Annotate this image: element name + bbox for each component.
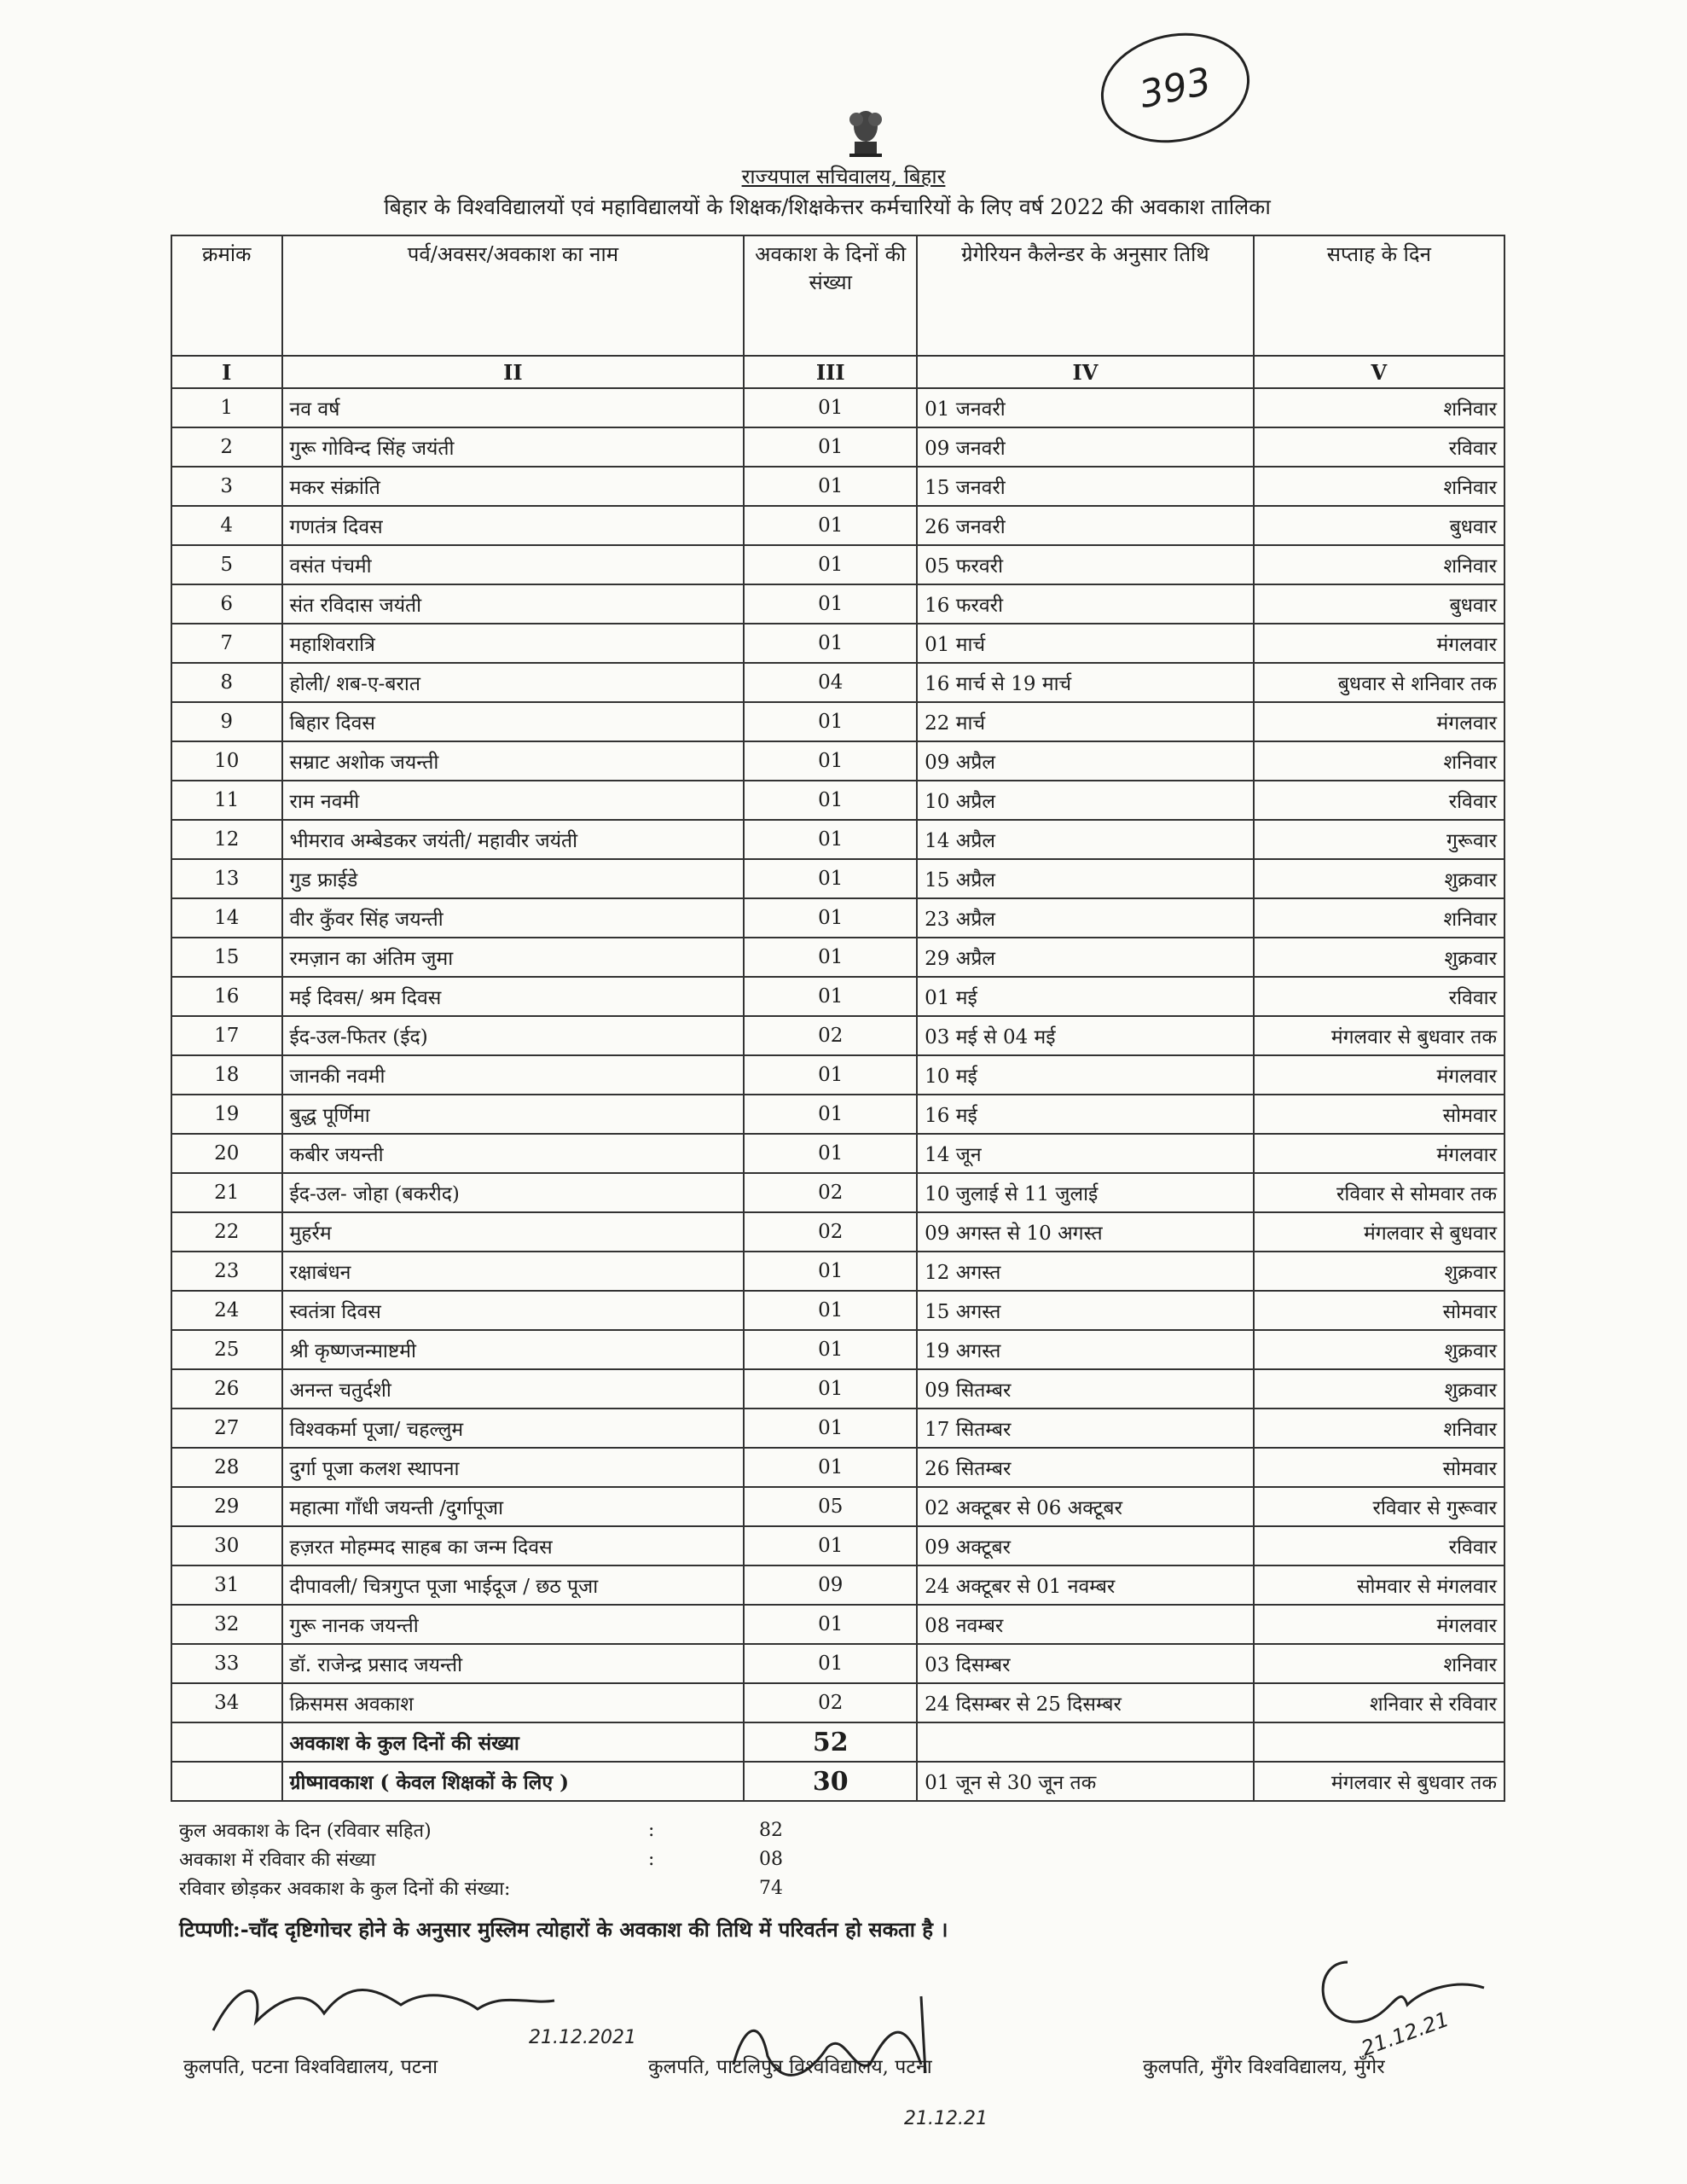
row-holiday-name: गुरू गोविन्द सिंह जयंती bbox=[282, 427, 745, 467]
row-weekday: शुक्रवार bbox=[1254, 1369, 1504, 1409]
row-weekday: शुक्रवार bbox=[1254, 1252, 1504, 1291]
row-date: 10 मई bbox=[917, 1055, 1254, 1095]
row-holiday-name: दीपावली/ चित्रगुप्त पूजा भाईदूज / छठ पूजा bbox=[282, 1565, 745, 1605]
table-row bbox=[171, 1487, 1504, 1526]
row-serial: 5 bbox=[171, 545, 282, 584]
row-holiday-name: मई दिवस/ श्रम दिवस bbox=[282, 977, 745, 1016]
row-holiday-name: ईद-उल- जोहा (बकरीद) bbox=[282, 1173, 745, 1212]
table-row bbox=[171, 1330, 1504, 1369]
total-label: अवकाश के कुल दिनों की संख्या bbox=[282, 1722, 745, 1762]
row-serial: 7 bbox=[171, 624, 282, 663]
row-date: 29 अप्रैल bbox=[917, 938, 1254, 977]
table-row bbox=[171, 820, 1504, 859]
table-row bbox=[171, 1683, 1504, 1722]
row-date: 01 मार्च bbox=[917, 624, 1254, 663]
row-holiday-name: सम्राट अशोक जयन्ती bbox=[282, 741, 745, 781]
row-weekday: शुक्रवार bbox=[1254, 1330, 1504, 1369]
row-holiday-name: नव वर्ष bbox=[282, 388, 745, 427]
row-date: 03 दिसम्बर bbox=[917, 1644, 1254, 1683]
total-row bbox=[171, 1722, 1504, 1762]
row-date: 26 सितम्बर bbox=[917, 1448, 1254, 1487]
row-date: 01 मई bbox=[917, 977, 1254, 1016]
row-date: 08 नवम्बर bbox=[917, 1605, 1254, 1644]
row-holiday-name: महाशिवरात्रि bbox=[282, 624, 745, 663]
signatory-pataliputra: कुलपति, पाटलिपुत्र विश्वविद्यालय, पटना bbox=[648, 2056, 932, 2078]
row-holiday-name: गणतंत्र दिवस bbox=[282, 506, 745, 545]
summary-label: अवकाश में रविवार की संख्या bbox=[179, 1850, 376, 1871]
table-row bbox=[171, 938, 1504, 977]
row-weekday: सोमवार bbox=[1254, 1095, 1504, 1134]
row-serial: 26 bbox=[171, 1369, 282, 1409]
roman-5: V bbox=[1254, 356, 1504, 388]
row-weekday: बुधवार से शनिवार तक bbox=[1254, 663, 1504, 702]
table-row bbox=[171, 898, 1504, 938]
document-heading: बिहार के विश्वविद्यालयों एवं महाविद्यालयों के शिक्षक/शिक्षकेत्तर कर्मचारियों के लिए वर्ष 2022 की अवकाश तालिका bbox=[384, 195, 1271, 219]
row-weekday: मंगलवार bbox=[1254, 1134, 1504, 1173]
holiday-table bbox=[171, 235, 1505, 1802]
row-serial: 32 bbox=[171, 1605, 282, 1644]
row-days: 01 bbox=[744, 427, 917, 467]
table-row bbox=[171, 1526, 1504, 1565]
row-serial: 29 bbox=[171, 1487, 282, 1526]
row-days: 01 bbox=[744, 820, 917, 859]
header-serial: क्रमांक bbox=[171, 235, 282, 356]
row-serial: 4 bbox=[171, 506, 282, 545]
row-days: 01 bbox=[744, 1369, 917, 1409]
row-holiday-name: श्री कृष्णजन्माष्टमी bbox=[282, 1330, 745, 1369]
row-days: 01 bbox=[744, 859, 917, 898]
row-date: 24 दिसम्बर से 25 दिसम्बर bbox=[917, 1683, 1254, 1722]
table-row bbox=[171, 1134, 1504, 1173]
row-date: 05 फरवरी bbox=[917, 545, 1254, 584]
row-weekday: शुक्रवार bbox=[1254, 859, 1504, 898]
total-days: 52 bbox=[744, 1722, 917, 1762]
table-row bbox=[171, 702, 1504, 741]
table-row bbox=[171, 977, 1504, 1016]
row-days: 01 bbox=[744, 1291, 917, 1330]
row-weekday: शुक्रवार bbox=[1254, 938, 1504, 977]
signature-date-munger: 21.12.21 bbox=[1358, 2007, 1452, 2061]
summer-vacation-row bbox=[171, 1762, 1504, 1801]
row-date: 09 सितम्बर bbox=[917, 1369, 1254, 1409]
row-date: 15 अगस्त bbox=[917, 1291, 1254, 1330]
row-holiday-name: स्वतंत्रा दिवस bbox=[282, 1291, 745, 1330]
summary-label: कुल अवकाश के दिन (रविवार सहित) bbox=[179, 1821, 432, 1842]
row-holiday-name: महात्मा गाँधी जयन्ती /दुर्गापूजा bbox=[282, 1487, 745, 1526]
row-holiday-name: क्रिसमस अवकाश bbox=[282, 1683, 745, 1722]
table-header-row bbox=[171, 235, 1504, 356]
row-weekday: शनिवार bbox=[1254, 467, 1504, 506]
row-weekday: शनिवार bbox=[1254, 741, 1504, 781]
row-date: 24 अक्टूबर से 01 नवम्बर bbox=[917, 1565, 1254, 1605]
row-days: 02 bbox=[744, 1212, 917, 1252]
footnote: टिप्पणी:-चाँद दृष्टिगोचर होने के अनुसार मुस्लिम त्योहारों के अवकाश की तिथि में परिवर्तन हो सकता है । bbox=[179, 1917, 948, 1942]
stamp-number: 393 bbox=[1091, 20, 1260, 156]
table-row bbox=[171, 781, 1504, 820]
row-days: 01 bbox=[744, 467, 917, 506]
row-weekday: मंगलवार bbox=[1254, 1605, 1504, 1644]
row-weekday: बुधवार bbox=[1254, 506, 1504, 545]
row-date: 16 मार्च से 19 मार्च bbox=[917, 663, 1254, 702]
row-serial: 14 bbox=[171, 898, 282, 938]
row-serial: 17 bbox=[171, 1016, 282, 1055]
summer-empty bbox=[171, 1762, 282, 1801]
row-weekday: रविवार bbox=[1254, 427, 1504, 467]
row-holiday-name: दुर्गा पूजा कलश स्थापना bbox=[282, 1448, 745, 1487]
row-days: 01 bbox=[744, 388, 917, 427]
row-days: 01 bbox=[744, 1448, 917, 1487]
table-row bbox=[171, 741, 1504, 781]
row-weekday: रविवार bbox=[1254, 977, 1504, 1016]
row-serial: 2 bbox=[171, 427, 282, 467]
table-row bbox=[171, 1291, 1504, 1330]
row-date: 16 फरवरी bbox=[917, 584, 1254, 624]
row-holiday-name: वसंत पंचमी bbox=[282, 545, 745, 584]
row-holiday-name: बुद्ध पूर्णिमा bbox=[282, 1095, 745, 1134]
row-holiday-name: संत रविदास जयंती bbox=[282, 584, 745, 624]
header-name: पर्व/अवसर/अवकाश का नाम bbox=[282, 235, 745, 356]
row-holiday-name: रक्षाबंधन bbox=[282, 1252, 745, 1291]
summer-label: ग्रीष्मावकाश ( केवल शिक्षकों के लिए ) bbox=[282, 1762, 745, 1801]
row-serial: 16 bbox=[171, 977, 282, 1016]
table-row bbox=[171, 1448, 1504, 1487]
row-days: 01 bbox=[744, 584, 917, 624]
roman-2: II bbox=[282, 356, 745, 388]
table-row bbox=[171, 1644, 1504, 1683]
row-days: 02 bbox=[744, 1683, 917, 1722]
row-days: 05 bbox=[744, 1487, 917, 1526]
row-days: 01 bbox=[744, 702, 917, 741]
row-serial: 3 bbox=[171, 467, 282, 506]
emblem-icon bbox=[836, 101, 896, 160]
roman-4: IV bbox=[917, 356, 1254, 388]
row-days: 01 bbox=[744, 1134, 917, 1173]
row-holiday-name: विश्वकर्मा पूजा/ चहल्लुम bbox=[282, 1409, 745, 1448]
row-weekday: सोमवार bbox=[1254, 1448, 1504, 1487]
row-weekday: शनिवार bbox=[1254, 1644, 1504, 1683]
row-serial: 20 bbox=[171, 1134, 282, 1173]
row-date: 22 मार्च bbox=[917, 702, 1254, 741]
signature-date-patna: 21.12.2021 bbox=[529, 2027, 636, 2048]
summary-colon: : bbox=[648, 1848, 655, 1870]
row-serial: 18 bbox=[171, 1055, 282, 1095]
summary-value: 82 bbox=[759, 1819, 783, 1841]
row-date: 14 अप्रैल bbox=[917, 820, 1254, 859]
row-holiday-name: डॉ. राजेन्द्र प्रसाद जयन्ती bbox=[282, 1644, 745, 1683]
row-holiday-name: मुहर्रम bbox=[282, 1212, 745, 1252]
row-days: 01 bbox=[744, 741, 917, 781]
table-row bbox=[171, 584, 1504, 624]
row-weekday: सोमवार से मंगलवार bbox=[1254, 1565, 1504, 1605]
row-serial: 9 bbox=[171, 702, 282, 741]
signatory-munger: कुलपति, मुँगेर विश्वविद्यालय, मुँगेर bbox=[1143, 2056, 1385, 2078]
row-days: 01 bbox=[744, 1055, 917, 1095]
row-days: 01 bbox=[744, 898, 917, 938]
table-row bbox=[171, 388, 1504, 427]
header-date: ग्रेगेरियन कैलेन्डर के अनुसार तिथि bbox=[917, 235, 1254, 356]
row-date: 10 जुलाई से 11 जुलाई bbox=[917, 1173, 1254, 1212]
row-days: 01 bbox=[744, 781, 917, 820]
row-date: 09 अप्रैल bbox=[917, 741, 1254, 781]
row-serial: 28 bbox=[171, 1448, 282, 1487]
row-serial: 27 bbox=[171, 1409, 282, 1448]
row-weekday: मंगलवार bbox=[1254, 1055, 1504, 1095]
row-days: 02 bbox=[744, 1016, 917, 1055]
summary-row bbox=[179, 1873, 844, 1902]
summary-value: 08 bbox=[759, 1848, 783, 1870]
summary-row bbox=[179, 1815, 844, 1844]
row-weekday: सोमवार bbox=[1254, 1291, 1504, 1330]
table-row bbox=[171, 1605, 1504, 1644]
row-serial: 10 bbox=[171, 741, 282, 781]
row-serial: 33 bbox=[171, 1644, 282, 1683]
row-date: 09 अक्टूबर bbox=[917, 1526, 1254, 1565]
row-serial: 15 bbox=[171, 938, 282, 977]
row-weekday: मंगलवार से बुधवार तक bbox=[1254, 1016, 1504, 1055]
row-serial: 30 bbox=[171, 1526, 282, 1565]
row-date: 19 अगस्त bbox=[917, 1330, 1254, 1369]
table-row bbox=[171, 427, 1504, 467]
row-date: 17 सितम्बर bbox=[917, 1409, 1254, 1448]
row-weekday: शनिवार bbox=[1254, 1409, 1504, 1448]
row-holiday-name: होली/ शब-ए-बरात bbox=[282, 663, 745, 702]
row-date: 26 जनवरी bbox=[917, 506, 1254, 545]
row-weekday: शनिवार से रविवार bbox=[1254, 1683, 1504, 1722]
row-serial: 13 bbox=[171, 859, 282, 898]
row-days: 01 bbox=[744, 938, 917, 977]
row-holiday-name: मकर संक्रांति bbox=[282, 467, 745, 506]
total-weekday-empty bbox=[1254, 1722, 1504, 1762]
row-days: 01 bbox=[744, 1644, 917, 1683]
row-date: 15 अप्रैल bbox=[917, 859, 1254, 898]
table-row bbox=[171, 1055, 1504, 1095]
table-row bbox=[171, 1212, 1504, 1252]
summary-colon: : bbox=[648, 1819, 655, 1841]
office-name: राज्यपाल सचिवालय, बिहार bbox=[741, 165, 946, 189]
roman-1: I bbox=[171, 356, 282, 388]
row-weekday: मंगलवार से बुधवार bbox=[1254, 1212, 1504, 1252]
row-days: 09 bbox=[744, 1565, 917, 1605]
row-date: 16 मई bbox=[917, 1095, 1254, 1134]
summer-weekday: मंगलवार से बुधवार तक bbox=[1254, 1762, 1504, 1801]
row-days: 04 bbox=[744, 663, 917, 702]
row-days: 01 bbox=[744, 977, 917, 1016]
roman-numeral-row bbox=[171, 356, 1504, 388]
row-serial: 19 bbox=[171, 1095, 282, 1134]
table-row bbox=[171, 467, 1504, 506]
row-date: 14 जून bbox=[917, 1134, 1254, 1173]
row-weekday: रविवार bbox=[1254, 781, 1504, 820]
signature-patna bbox=[205, 1962, 636, 2056]
row-date: 01 जनवरी bbox=[917, 388, 1254, 427]
row-weekday: रविवार से सोमवार तक bbox=[1254, 1173, 1504, 1212]
summary-value: 74 bbox=[759, 1877, 783, 1899]
table-row bbox=[171, 1409, 1504, 1448]
row-days: 01 bbox=[744, 1095, 917, 1134]
row-serial: 6 bbox=[171, 584, 282, 624]
table-row bbox=[171, 506, 1504, 545]
row-holiday-name: गुरू नानक जयन्ती bbox=[282, 1605, 745, 1644]
row-holiday-name: बिहार दिवस bbox=[282, 702, 745, 741]
row-date: 12 अगस्त bbox=[917, 1252, 1254, 1291]
table-row bbox=[171, 1016, 1504, 1055]
row-weekday: बुधवार bbox=[1254, 584, 1504, 624]
header-weekday: सप्ताह के दिन bbox=[1254, 235, 1504, 356]
row-date: 03 मई से 04 मई bbox=[917, 1016, 1254, 1055]
row-date: 02 अक्टूबर से 06 अक्टूबर bbox=[917, 1487, 1254, 1526]
row-date: 10 अप्रैल bbox=[917, 781, 1254, 820]
row-holiday-name: रमज़ान का अंतिम जुमा bbox=[282, 938, 745, 977]
holiday-rows bbox=[171, 388, 1504, 1722]
row-weekday: गुरूवार bbox=[1254, 820, 1504, 859]
summer-days: 30 bbox=[744, 1762, 917, 1801]
row-serial: 11 bbox=[171, 781, 282, 820]
row-days: 01 bbox=[744, 1526, 917, 1565]
summer-date: 01 जून से 30 जून तक bbox=[917, 1762, 1254, 1801]
row-days: 01 bbox=[744, 1409, 917, 1448]
row-weekday: रविवार bbox=[1254, 1526, 1504, 1565]
row-serial: 31 bbox=[171, 1565, 282, 1605]
row-holiday-name: वीर कुँवर सिंह जयन्ती bbox=[282, 898, 745, 938]
row-date: 09 जनवरी bbox=[917, 427, 1254, 467]
row-weekday: शनिवार bbox=[1254, 898, 1504, 938]
total-empty bbox=[171, 1722, 282, 1762]
row-days: 01 bbox=[744, 545, 917, 584]
total-date-empty bbox=[917, 1722, 1254, 1762]
row-days: 01 bbox=[744, 624, 917, 663]
row-holiday-name: जानकी नवमी bbox=[282, 1055, 745, 1095]
row-serial: 8 bbox=[171, 663, 282, 702]
row-date: 15 जनवरी bbox=[917, 467, 1254, 506]
row-days: 01 bbox=[744, 1330, 917, 1369]
summary-row bbox=[179, 1844, 844, 1873]
row-holiday-name: कबीर जयन्ती bbox=[282, 1134, 745, 1173]
row-days: 02 bbox=[744, 1173, 917, 1212]
row-holiday-name: गुड फ्राईडे bbox=[282, 859, 745, 898]
table-row bbox=[171, 1252, 1504, 1291]
row-weekday: मंगलवार bbox=[1254, 624, 1504, 663]
table-row bbox=[171, 1095, 1504, 1134]
row-serial: 21 bbox=[171, 1173, 282, 1212]
header-days: अवकाश के दिनों की संख्या bbox=[744, 235, 917, 356]
row-serial: 22 bbox=[171, 1212, 282, 1252]
row-date: 23 अप्रैल bbox=[917, 898, 1254, 938]
signatory-patna: कुलपति, पटना विश्वविद्यालय, पटना bbox=[183, 2056, 438, 2078]
row-holiday-name: राम नवमी bbox=[282, 781, 745, 820]
row-serial: 24 bbox=[171, 1291, 282, 1330]
row-weekday: रविवार से गुरूवार bbox=[1254, 1487, 1504, 1526]
row-holiday-name: अनन्त चतुर्दशी bbox=[282, 1369, 745, 1409]
table-row bbox=[171, 624, 1504, 663]
row-holiday-name: हज़रत मोहम्मद साहब का जन्म दिवस bbox=[282, 1526, 745, 1565]
row-serial: 1 bbox=[171, 388, 282, 427]
signature-munger bbox=[1296, 1928, 1552, 2065]
table-row bbox=[171, 1173, 1504, 1212]
row-weekday: शनिवार bbox=[1254, 545, 1504, 584]
table-row bbox=[171, 1369, 1504, 1409]
roman-3: III bbox=[744, 356, 917, 388]
table-row bbox=[171, 663, 1504, 702]
row-days: 01 bbox=[744, 1252, 917, 1291]
row-serial: 25 bbox=[171, 1330, 282, 1369]
signature-date-pataliputra: 21.12.21 bbox=[904, 2108, 988, 2129]
table-row bbox=[171, 859, 1504, 898]
row-serial: 23 bbox=[171, 1252, 282, 1291]
summary-label: रविवार छोड़कर अवकाश के कुल दिनों की संख्या: bbox=[179, 1879, 511, 1900]
row-serial: 34 bbox=[171, 1683, 282, 1722]
summary-block bbox=[179, 1815, 844, 1902]
table-row bbox=[171, 1565, 1504, 1605]
row-holiday-name: भीमराव अम्बेडकर जयंती/ महावीर जयंती bbox=[282, 820, 745, 859]
row-days: 01 bbox=[744, 1605, 917, 1644]
table-row bbox=[171, 545, 1504, 584]
row-holiday-name: ईद-उल-फितर (ईद) bbox=[282, 1016, 745, 1055]
row-weekday: शनिवार bbox=[1254, 388, 1504, 427]
row-date: 09 अगस्त से 10 अगस्त bbox=[917, 1212, 1254, 1252]
row-weekday: मंगलवार bbox=[1254, 702, 1504, 741]
row-serial: 12 bbox=[171, 820, 282, 859]
row-days: 01 bbox=[744, 506, 917, 545]
